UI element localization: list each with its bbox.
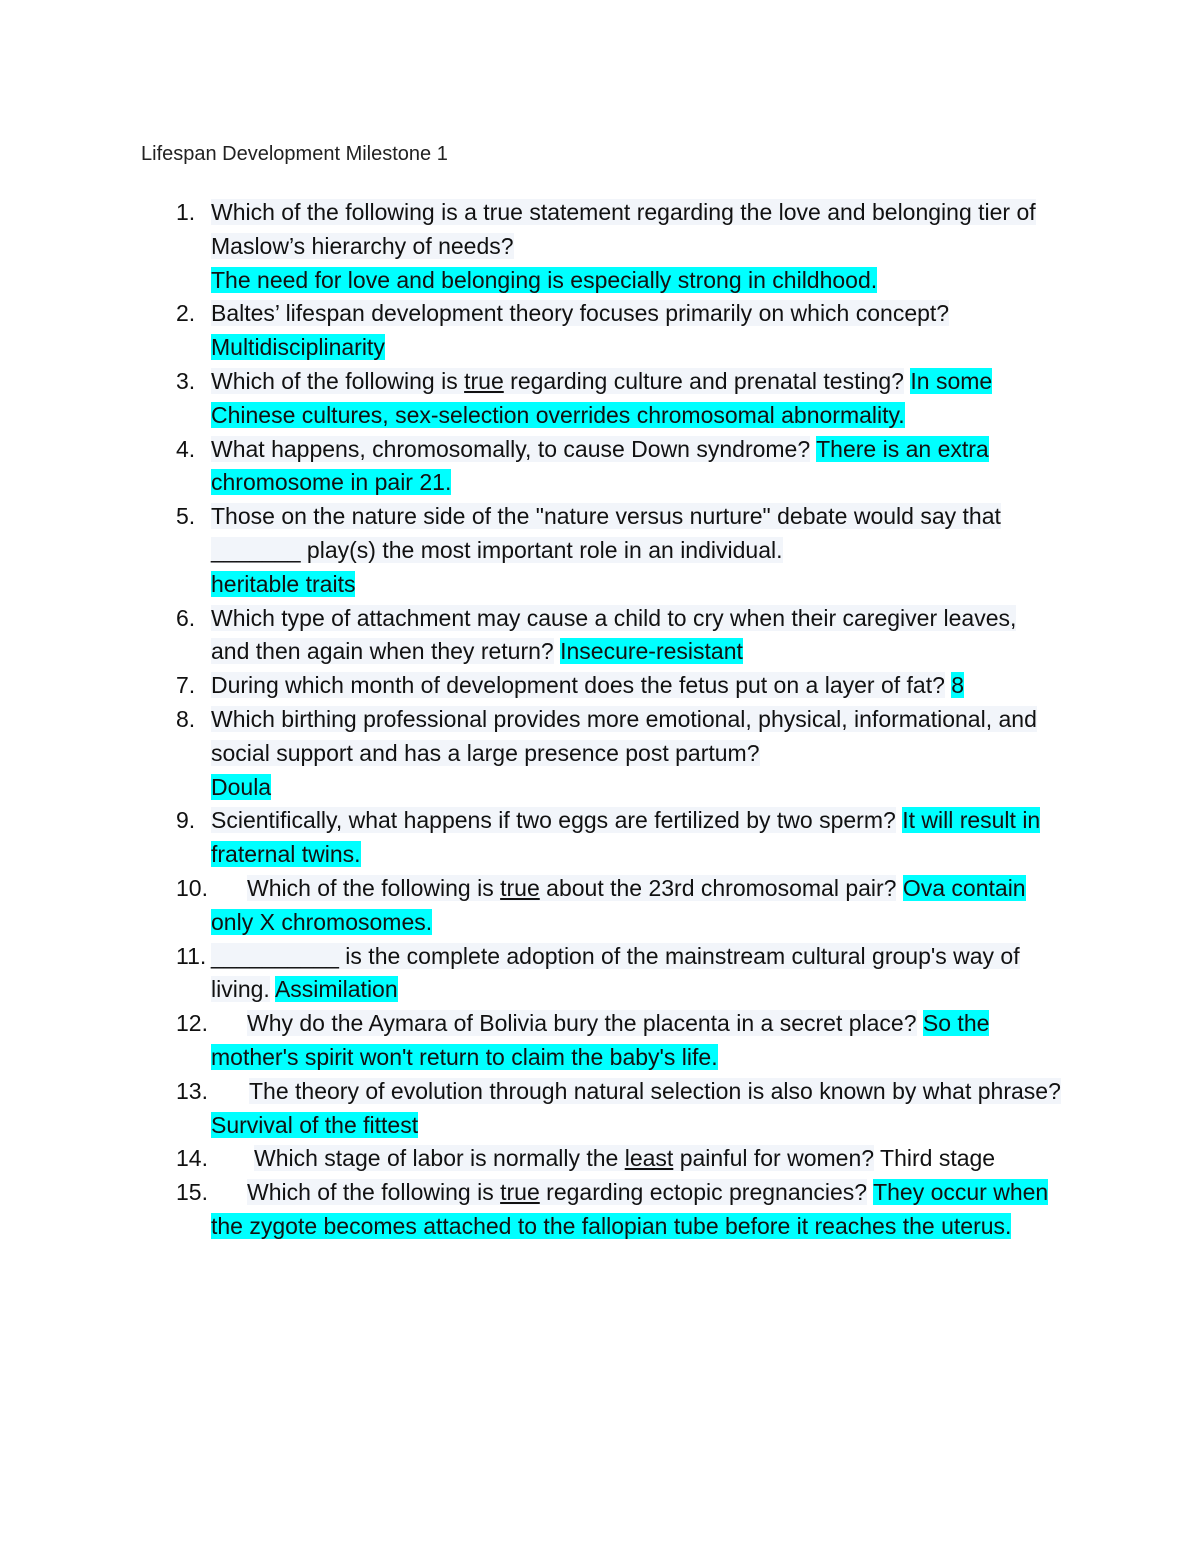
answer-highlight: They occur when the zygote becomes attached to the fallopian tube before it reaches the uterus.: [211, 1179, 1049, 1239]
question-text-pre: Which stage of labor is normally the: [254, 1145, 625, 1172]
question-text: What happens, chromosomally, to cause Down syndrome?: [211, 435, 811, 462]
question-text-post: painful for women?: [673, 1145, 875, 1172]
question-item-1: [0, 196, 1061, 297]
question-text: During which month of development does the fetus put on a layer of fat?: [211, 672, 945, 699]
question-text: Scientifically, what happens if two eggs are fertilized by two sperm?: [211, 807, 896, 834]
answer-highlight: So the mother's spirit won't return to claim the baby's life.: [211, 1010, 990, 1070]
question-number: 6.: [176, 604, 196, 631]
question-number: 3.: [176, 367, 196, 394]
question-text-post: regarding ectopic pregnancies?: [539, 1179, 868, 1206]
question-text-pre: Which of the following is: [247, 874, 501, 901]
answer-highlight: In some Chinese cultures, sex-selection overrides chromosomal abnormality.: [211, 367, 993, 428]
question-text: Which birthing professional provides more emotional, physical, informational, and social support and has a large presence post partum?: [211, 705, 1037, 766]
question-item-14: [0, 1142, 1061, 1176]
question-underlined-word: true: [500, 874, 540, 901]
question-text: Baltes’ lifespan development theory focuses primarily on which concept?: [211, 300, 950, 327]
question-text-pre: Which of the following is: [247, 1179, 501, 1206]
answer-highlight: It will result in fraternal twins.: [211, 807, 1041, 868]
answer-highlight: heritable traits: [211, 570, 356, 597]
question-item-4: [0, 433, 1061, 501]
question-number: 5.: [176, 503, 196, 530]
question-text: The theory of evolution through natural selection is also known by what phrase?: [249, 1077, 1061, 1104]
question-number: 10.: [176, 874, 208, 901]
answer-highlight: Multidisciplinarity: [211, 334, 385, 361]
question-number: 11.: [176, 942, 207, 969]
question-underlined-word: true: [464, 367, 504, 394]
answer-highlight: There is an extra chromosome in pair 21.: [211, 435, 989, 496]
question-number: 1.: [176, 199, 196, 225]
question-text: Those on the nature side of the "nature versus nurture" debate would say that _______ play(s) the most important role in an individual.: [211, 503, 1001, 563]
question-text-body: is the complete adoption of the mainstream cultural group's way of living.: [211, 942, 1020, 1003]
question-text-pre: Which of the following is: [211, 367, 465, 394]
question-item-11: [0, 940, 1061, 1008]
question-number: 7.: [176, 672, 196, 699]
question-item-10: [0, 872, 1061, 940]
question-number: 14.: [176, 1145, 208, 1172]
question-item-7: [0, 669, 1061, 703]
question-item-3: [0, 365, 1061, 433]
answer-highlight: The need for love and belonging is especially strong in childhood.: [211, 266, 878, 293]
question-text: [254, 1145, 874, 1171]
question-text: Which type of attachment may cause a child to cry when their caregiver leaves, and then again when they return?: [211, 604, 1017, 665]
answer-highlight: Insecure-resistant: [560, 638, 743, 665]
question-text-post: about the 23rd chromosomal pair?: [539, 874, 897, 901]
answer-highlight: 8: [951, 672, 965, 699]
question-item-2: [0, 297, 1061, 365]
document-title: Lifespan Development Milestone 1: [141, 143, 448, 165]
question-item-12: [0, 1007, 1061, 1075]
answer-highlight: Doula: [211, 773, 272, 800]
question-underlined-word: true: [500, 1179, 540, 1206]
question-text-post: regarding culture and prenatal testing?: [503, 367, 904, 394]
question-underlined-word: least: [624, 1145, 674, 1172]
question-number: 8.: [176, 705, 196, 732]
question-number: 2.: [176, 300, 196, 327]
question-number: 12.: [176, 1010, 208, 1037]
answer-highlight: Assimilation: [274, 976, 398, 1003]
question-list: [0, 196, 1200, 1244]
answer-highlight: Ova contain only X chromosomes.: [211, 874, 1026, 935]
question-text: Which of the following is a true statement regarding the love and belonging tier of Maslow’s hierarchy of needs?: [211, 199, 1036, 259]
answer-plain: Third stage: [880, 1145, 996, 1172]
question-number: 9.: [176, 807, 196, 834]
question-number: 15.: [176, 1179, 208, 1206]
question-item-6: [0, 602, 1061, 670]
question-item-5: [0, 500, 1061, 601]
answer-highlight: Survival of the fittest: [211, 1111, 419, 1138]
question-text: [247, 1179, 867, 1205]
question-text: Why do the Aymara of Bolivia bury the placenta in a secret place?: [247, 1010, 917, 1037]
question-text: [211, 368, 904, 394]
question-text: [247, 875, 896, 901]
question-number: 4.: [176, 435, 196, 462]
question-item-9: [0, 804, 1061, 872]
question-number: 13.: [176, 1077, 208, 1104]
fill-in-blank: __________: [211, 942, 339, 969]
question-item-13: [0, 1075, 1061, 1143]
question-item-8: [0, 703, 1061, 804]
question-item-15: [0, 1176, 1061, 1244]
